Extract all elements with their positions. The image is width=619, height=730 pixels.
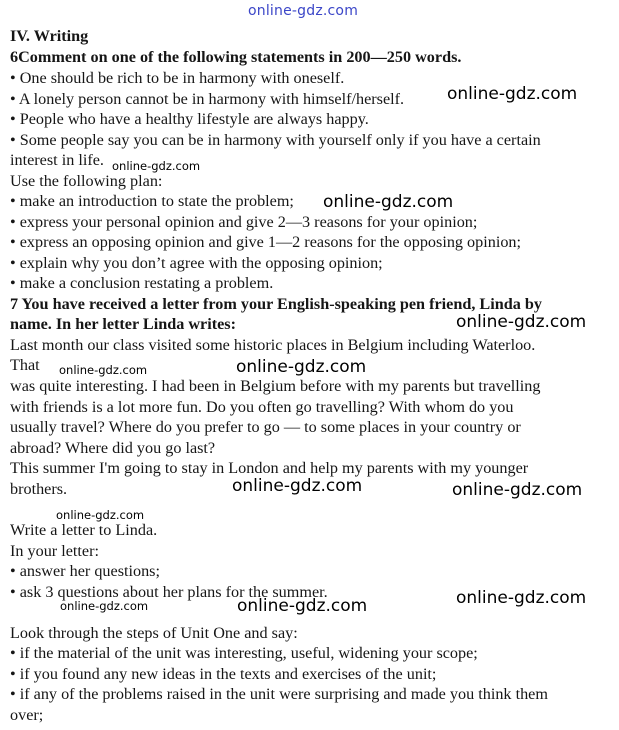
letter-line: This summer I'm going to stay in London and help my parents with my younger bbox=[10, 459, 529, 477]
letter-line: was quite interesting. I had been in Belgium before with my parents but travelling bbox=[10, 377, 541, 395]
review-item: • if any of the problems raised in the unit were surprising and made you think them bbox=[10, 685, 548, 703]
task6-plan-item: • express an opposing opinion and give 1—2 reasons for the opposing opinion; bbox=[10, 233, 522, 251]
letter-line: with friends is a lot more fun. Do you often go travelling? With whom do you bbox=[10, 398, 514, 416]
watermark: online-gdz.com bbox=[452, 480, 583, 500]
watermark: online-gdz.com bbox=[60, 599, 149, 613]
watermark: online-gdz.com bbox=[56, 508, 145, 522]
task7-heading: name. In her letter Linda writes: bbox=[10, 315, 237, 333]
watermark: online-gdz.com bbox=[232, 476, 363, 496]
letter-line: usually travel? Where do you prefer to go — to some places in your country or bbox=[10, 418, 521, 436]
review-intro: Look through the steps of Unit One and say: bbox=[10, 624, 298, 642]
watermark: online-gdz.com bbox=[112, 159, 201, 173]
task6-statement: • People who have a healthy lifestyle are always happy. bbox=[10, 110, 369, 128]
letter-line: abroad? Where did you go last? bbox=[10, 439, 216, 457]
task6-plan-item: • make an introduction to state the problem; bbox=[10, 192, 294, 210]
instruction-line: • answer her questions; bbox=[10, 562, 160, 580]
watermark: online-gdz.com bbox=[456, 312, 587, 332]
review-item: • if the material of the unit was interesting, useful, widening your scope; bbox=[10, 644, 478, 662]
task6-plan-intro: Use the following plan: bbox=[10, 172, 163, 190]
task6-plan-item: • explain why you don’t agree with the opposing opinion; bbox=[10, 254, 383, 272]
watermark: online-gdz.com bbox=[237, 596, 368, 616]
task6-statement: • Some people say you can be in harmony with yourself only if you have a certain bbox=[10, 131, 541, 149]
letter-line: brothers. bbox=[10, 480, 68, 498]
review-item: • if you found any new ideas in the texts and exercises of the unit; bbox=[10, 665, 437, 683]
watermark: online-gdz.com bbox=[236, 357, 367, 377]
task6-statement: • One should be rich to be in harmony with oneself. bbox=[10, 69, 345, 87]
watermark: online-gdz.com bbox=[59, 363, 148, 377]
watermark: online-gdz.com bbox=[447, 84, 578, 104]
letter-line: That bbox=[10, 356, 40, 374]
review-item: over; bbox=[10, 706, 44, 724]
instruction-line: In your letter: bbox=[10, 542, 99, 560]
watermark: online-gdz.com bbox=[456, 588, 587, 608]
watermark: online-gdz.com bbox=[323, 192, 454, 212]
task6-statement: interest in life. bbox=[10, 151, 104, 169]
instruction-line: Write a letter to Linda. bbox=[10, 521, 158, 539]
task7-heading: 7 You have received a letter from your English-speaking pen friend, Linda by bbox=[10, 295, 542, 313]
task6-plan-item: • express your personal opinion and give 2—3 reasons for your opinion; bbox=[10, 213, 478, 231]
section-heading: IV. Writing bbox=[10, 27, 89, 45]
task6-statement: • A lonely person cannot be in harmony with himself/herself. bbox=[10, 90, 405, 108]
instruction-line: • ask 3 questions about her plans for the summer. bbox=[10, 583, 328, 601]
task6-plan-item: • make a conclusion restating a problem. bbox=[10, 274, 274, 292]
watermark-top: online-gdz.com bbox=[248, 3, 359, 19]
task6-heading: 6Comment on one of the following statements in 200—250 words. bbox=[10, 48, 462, 66]
letter-line: Last month our class visited some historic places in Belgium including Waterloo. bbox=[10, 336, 536, 354]
